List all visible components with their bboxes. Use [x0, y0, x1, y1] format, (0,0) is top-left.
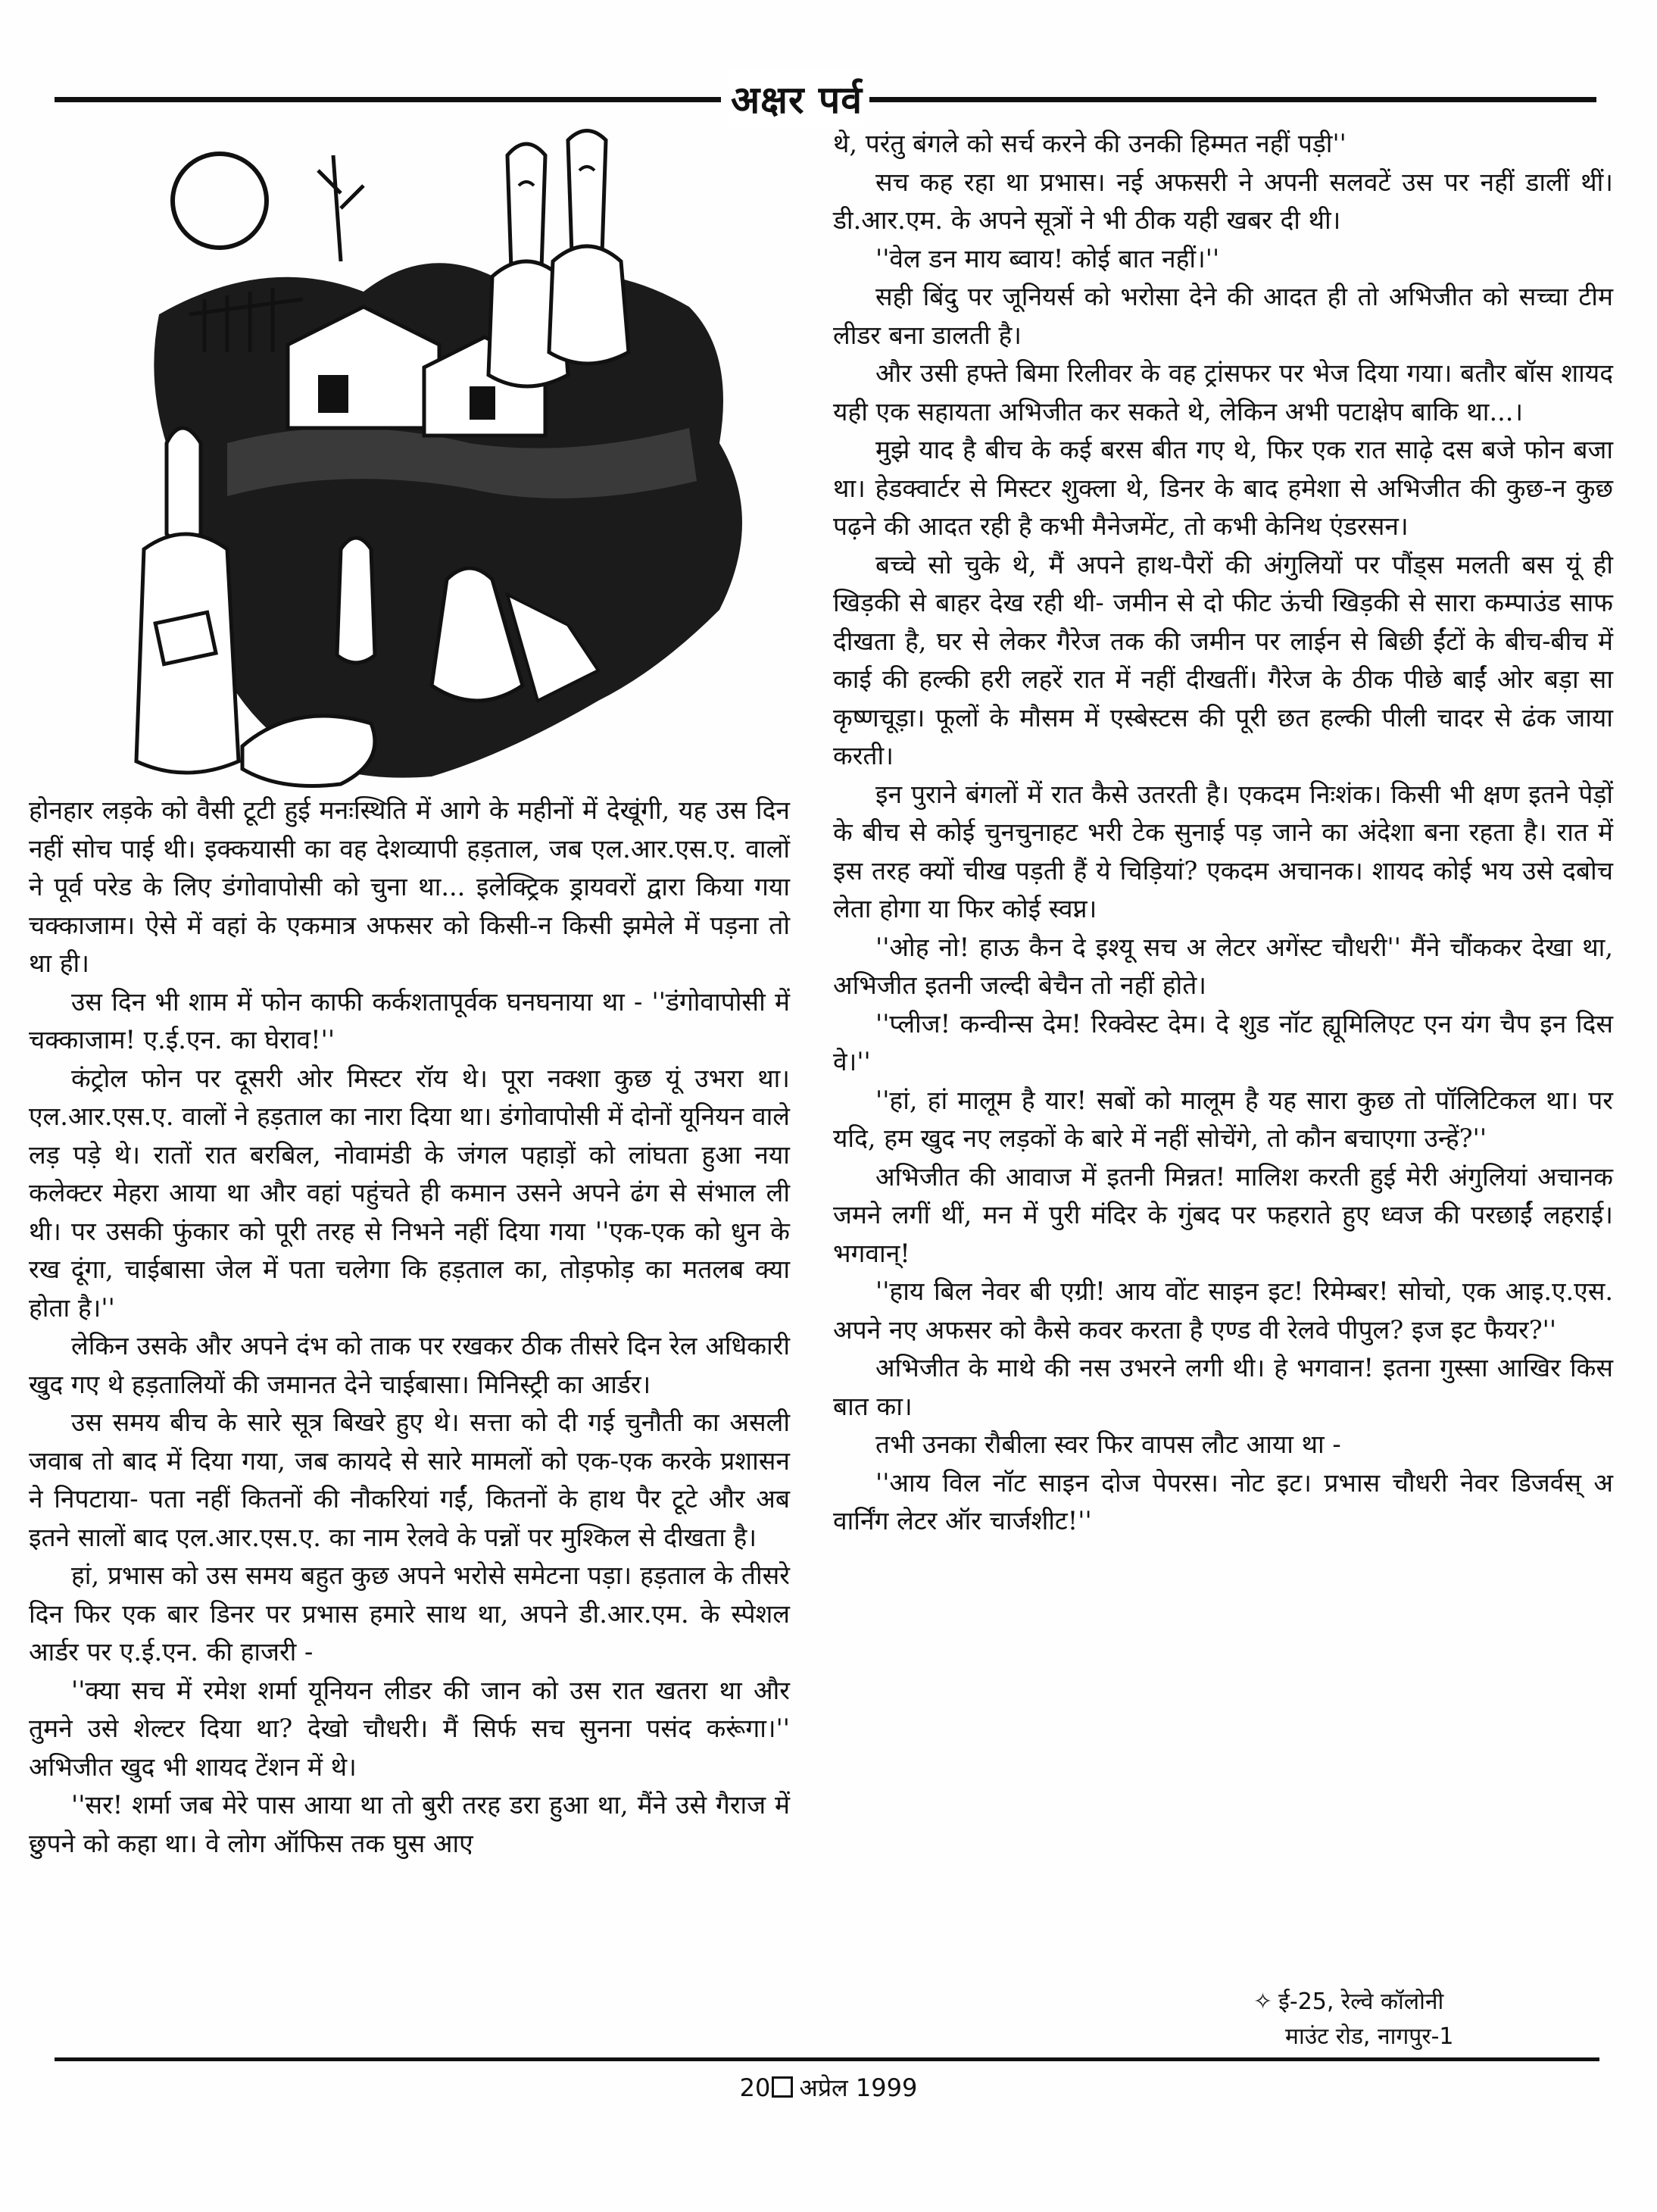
left-text-column — [29, 792, 790, 1863]
paragraph: उस दिन भी शाम में फोन काफी कर्कशतापूर्वक घनघनाया था - ''डंगोवापोसी में चक्काजाम! ए.ई.एन. का घेराव!'' — [29, 986, 790, 1054]
address-line-2: माउंट रोड, नागपुर-1 — [1285, 2023, 1454, 2050]
diamond-icon: ✧ — [1253, 1989, 1273, 2015]
address-line-1: ई-25, रेल्वे कॉलोनी — [1278, 1989, 1444, 2015]
issue-date: अप्रेल 1999 — [799, 2073, 918, 2102]
paragraph: बच्चे सो चुके थे, मैं अपने हाथ-पैरों की अंगुलियों पर पौंड्स मलती बस यूं ही खिड़की से बाहर देख रही थी- जमीन से दो फीट ऊंची खिड़की से सारा कम्पाउंड साफ दीखता है, घर से लेकर गैरेज तक की जमीन पर लाईन से बिछी ईंटों के बीच-बीच में काई की हल्की हरी लहरें रात में नहीं दीखतीं। गैरेज के ठीक पीछे बाईं ओर बड़ा सा कृष्णचूड़ा। फूलों के मौसम में एस्बेस्टस की पूरी छत हल्की पीली चादर से ढंक जाया करती। — [833, 549, 1613, 770]
paragraph: अभिजीत के माथे की नस उभरने लगी थी। हे भगवान! इतना गुस्सा आखिर किस बात का। — [833, 1353, 1613, 1421]
paragraph: थे, परंतु बंगले को सर्च करने की उनकी हिम्मत नहीं पड़ी'' — [833, 129, 1347, 158]
magazine-title: अक्षर पर्व — [729, 70, 865, 127]
paragraph: ''हाय बिल नेवर बी एग्री! आय वोंट साइन इट! रिमेम्बर! सोचो, एक आइ.ए.एस. अपने नए अफसर को कैसे कवर करता है एण्ड वी रेलवे पीपुल? इज इट फैयर?'' — [833, 1276, 1613, 1345]
paragraph: होनहार लड़के को वैसी टूटी हुई मनःस्थिति में आगे के महीनों में देखूंगी, यह उस दिन नहीं सोच पाई थी। इक्कयासी का वह देशव्यापी हड़ताल, जब एल.आर.एस.ए. वालों ने पूर्व परेड के लिए डंगोवापोसी को चुना था... इलेक्ट्रिक ड्रायवरों द्वारा किया गया चक्काजाम। ऐसे में वहां के एकमात्र अफसर को किसी-न किसी झमेले में पड़ना तो था ही। — [29, 795, 790, 978]
paragraph: ''आय विल नॉट साइन दोज पेपरस। नोट इट। प्रभास चौधरी नेवर डिजर्वस् अ वार्निंग लेटर ऑर चार्जशीट!'' — [833, 1467, 1613, 1536]
paragraph: कंट्रोल फोन पर दूसरी ओर मिस्टर रॉय थे। पूरा नक्शा कुछ यूं उभरा था। एल.आर.एस.ए. वालों ने हड़ताल का नारा दिया था। डंगोवापोसी में दोनों यूनियन वाले लड़ पड़े थे। रातों रात बरबिल, नोवामंडी के जंगल पहाड़ों को लांघता हुआ नया कलेक्टर मेहरा आया था और वहां पहुंचते ही कमान उसने अपने ढंग से संभाल ली थी। पर उसकी फुंकार को पूरी तरह से निभने नहीं दिया गया ''एक-एक को धुन के रख दूंगा, चाईबासा जेल में पता चलेगा कि हड़ताल का, तोड़फोड़ का मतलब क्या होता है।'' — [29, 1063, 790, 1323]
paragraph: और उसी हफ्ते बिमा रिलीवर के वह ट्रांसफर पर भेज दिया गया। बतौर बॉस शायद यही एक सहायता अभिजीत कर सकते थे, लेकिन अभी पटाक्षेप बाकि था...। — [833, 358, 1613, 426]
paragraph: ''सर! शर्मा जब मेरे पास आया था तो बुरी तरह डरा हुआ था, मैंने उसे गैराज में छुपने को कहा था। वे लोग ऑफिस तक घुस आए — [29, 1790, 790, 1858]
header-rule-left — [55, 97, 721, 102]
story-illustration — [114, 125, 825, 799]
paragraph: ''ओह नो! हाऊ कैन दे इश्यू सच अ लेटर अगेंस्ट चौधरी'' मैंने चौंककर देखा था, अभिजीत इतनी जल्दी बेचैन तो नहीं होते। — [833, 932, 1613, 1000]
header-rule-right — [869, 97, 1596, 102]
paragraph: सही बिंदु पर जूनियर्स को भरोसा देने की आदत ही तो अभिजीत को सच्चा टीम लीडर बना डालती है। — [833, 282, 1613, 350]
paragraph: ''प्लीज! कन्वीन्स देम! रिक्वेस्ट देम। दे शुड नॉट ह्यूमिलिएट एन यंग चैप इन दिस वे।'' — [833, 1008, 1613, 1076]
paragraph: तभी उनका रौबीला स्वर फिर वापस लौट आया था - — [875, 1429, 1341, 1459]
paragraph: ''वेल डन माय ब्वाय! कोई बात नहीं।'' — [875, 243, 1220, 273]
paragraph: उस समय बीच के सारे सूत्र बिखरे हुए थे। सत्ता को दी गई चुनौती का असली जवाब तो बाद में दिया गया, जब कायदे से सारे मामलों को एक-एक करके प्रशासन ने निपटाया- पता नहीं कितनों की नौकरियां गईं, कितनों के हाथ पैर टूटे और अब इतने सालों बाद एल.आर.एस.ए. का नाम रेलवे के पन्नों पर मुश्किल से दीखता है। — [29, 1407, 790, 1552]
page-footer — [0, 2071, 1657, 2104]
page-number: 20 — [739, 2073, 771, 2102]
paragraph: ''हां, हां मालूम है यार! सबों को मालूम है यह सारा कुछ तो पॉलिटिकल था। पर यदि, हम खुद नए लड़कों के बारे में नहीं सोचेंगे, तो कौन बचाएगा उन्हें?'' — [833, 1085, 1613, 1153]
right-text-column — [833, 125, 1613, 1541]
paragraph: मुझे याद है बीच के कई बरस बीत गए थे, फिर एक रात साढ़े दस बजे फोन बजा था। हेडक्वार्टर से मिस्टर शुक्ला थे, डिनर के बाद हमेशा से अभिजीत की कुछ-न कुछ पढ़ने की आदत रही है कभी मैनेजमेंट, तो कभी केनिथ एंडरसन। — [833, 435, 1613, 541]
paragraph: ''क्या सच में रमेश शर्मा यूनियन लीडर की जान को उस रात खतरा था और तुमने उसे शेल्टर दिया था? देखो चौधरी। मैं सिर्फ सच सुनना पसंद करूंगा।'' अभिजीत खुद भी शायद टेंशन में थे। — [29, 1675, 790, 1782]
paragraph: इन पुराने बंगलों में रात कैसे उतरती है। एकदम निःशंक। किसी भी क्षण इतने पेड़ों के बीच से कोई चुनचुनाहट भरी टेक सुनाई पड़ जाने का अंदेशा बना रहता है। रात में इस तरह क्यों चीख पड़ती हैं ये चिड़ियां? एकदम अचानक। शायद कोई भय उसे दबोच लेता होगा या फिर कोई स्वप्न। — [833, 779, 1613, 923]
paragraph: हां, प्रभास को उस समय बहुत कुछ अपने भरोसे समेटना पड़ा। हड़ताल के तीसरे दिन फिर एक बार डिनर पर प्रभास हमारे साथ था, अपने डी.आर.एम. के स्पेशल आर्डर पर ए.ई.एन. की हाजरी - — [29, 1561, 790, 1667]
author-address — [1253, 1985, 1454, 2054]
box-icon — [772, 2076, 793, 2098]
footer-rule — [55, 2057, 1599, 2061]
paragraph: लेकिन उसके और अपने दंभ को ताक पर रखकर ठीक तीसरे दिन रेल अधिकारी खुद गए थे हड़तालियों की जमानत देने चाईबासा। मिनिस्ट्री का आर्डर। — [29, 1331, 790, 1399]
paragraph: सच कह रहा था प्रभास। नई अफसरी ने अपनी सलवटें उस पर नहीं डालीं थीं। डी.आर.एम. के अपने सूत्रों ने भी ठीक यही खबर दी थी। — [833, 167, 1613, 235]
paragraph: अभिजीत की आवाज में इतनी मिन्नत! मालिश करती हुई मेरी अंगुलियां अचानक जमने लगीं थीं, मन में पुरी मंदिर के गुंबद पर फहराते हुए ध्वज की परछाईं लहराई। भगवान्! — [833, 1161, 1613, 1268]
